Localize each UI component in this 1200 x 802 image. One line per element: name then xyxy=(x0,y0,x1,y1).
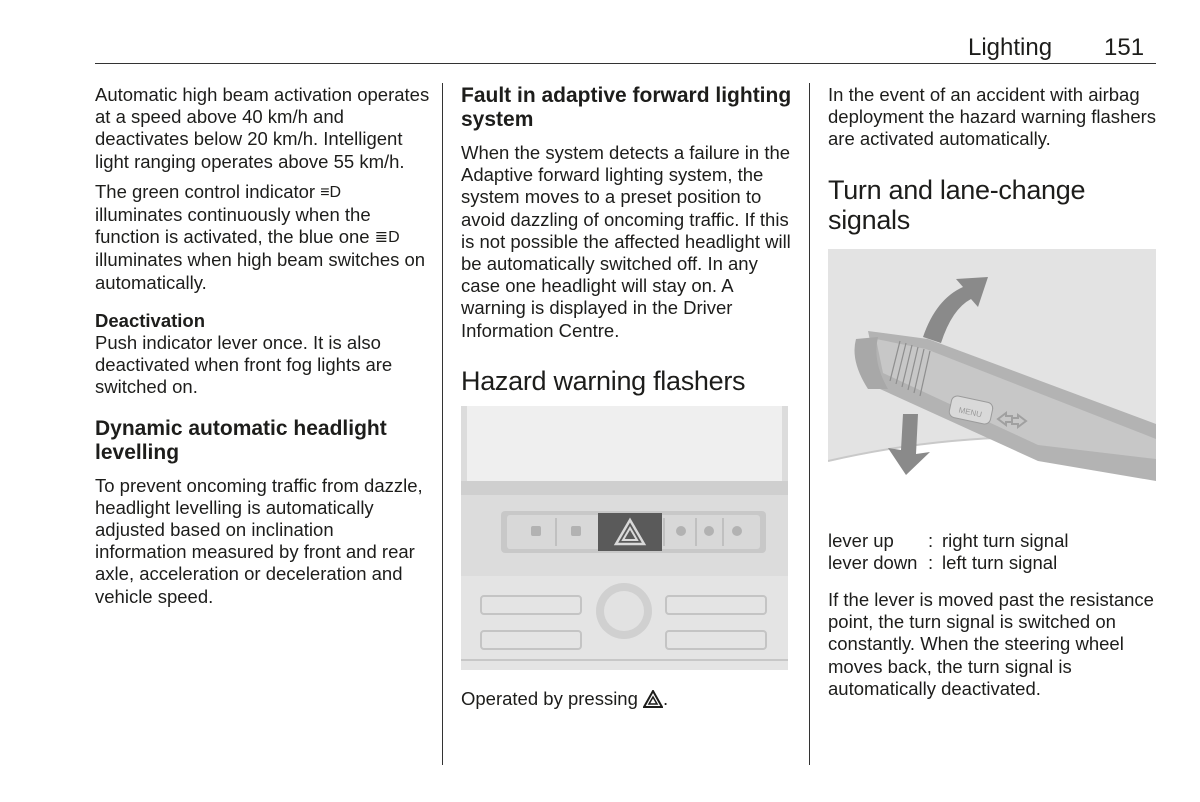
high-beam-indicator-icon: ≣D xyxy=(374,229,400,247)
hazard-warning-triangle-icon xyxy=(643,690,663,708)
operated-text: Operated by pressing xyxy=(461,687,644,709)
lever-up-value: right turn signal xyxy=(942,529,1069,551)
lever-menu-label: MENU xyxy=(957,405,983,419)
resistance-paragraph: If the lever is moved past the resistance point, the turn signal is switched on constantly. When the steering wheel moves back, the turn signal is automatically deactivated. xyxy=(828,589,1154,699)
lever-up-key: lever up xyxy=(828,529,894,551)
indicator-text-b: illuminates continuously when the function is activated, the blue one xyxy=(95,204,375,248)
deactivation-paragraph: Push indicator lever once. It is also deactivated when front fog lights are switched on. xyxy=(95,332,393,398)
turn-signal-lever-illustration xyxy=(828,249,1156,513)
lever-down-row xyxy=(828,552,1158,574)
hazard-panel-illustration xyxy=(461,406,788,670)
column-1 xyxy=(95,84,430,608)
column-divider-1 xyxy=(442,83,443,765)
column-3 xyxy=(828,84,1158,700)
operated-by-paragraph xyxy=(461,688,796,710)
headlight-levelling-heading: Dynamic automatic headlight levelling xyxy=(95,416,387,464)
lever-up-row xyxy=(828,530,1158,552)
hazard-heading: Hazard warning flashers xyxy=(461,365,746,396)
automatic-high-beam-indicator-icon: ≡D xyxy=(320,183,342,201)
operated-text-end: . xyxy=(663,687,669,709)
lever-down-key: lever down xyxy=(828,551,918,573)
header-title: Lighting xyxy=(968,34,1053,61)
fault-paragraph: When the system detects a failure in the Adaptive forward lighting system, the system moves to a preset position to avoid dazzling of oncoming traffic. If this is not possible the affected headlight will be automatically switched off. In any case one headlight will stay on. A warning is displayed in the Driver Information Centre. xyxy=(461,142,791,341)
airbag-paragraph: In the event of an accident with airbag deployment the hazard warning flashers are activated automatically. xyxy=(828,84,1157,150)
lever-up-separator: : xyxy=(928,529,934,551)
header-rule xyxy=(95,63,1156,64)
indicator-text-a: The green control indicator xyxy=(95,180,321,202)
fault-heading: Fault in adaptive forward lighting system xyxy=(461,84,792,131)
control-indicator-paragraph xyxy=(95,181,430,294)
indicator-text-c: illuminates when high beam switches on automatically. xyxy=(95,249,426,293)
column-2 xyxy=(461,84,796,710)
lever-down-separator: : xyxy=(928,551,934,573)
page-number: 151 xyxy=(1104,34,1145,61)
deactivation-heading: Deactivation xyxy=(95,309,206,331)
column-divider-2 xyxy=(809,83,810,765)
headlight-levelling-paragraph: To prevent oncoming traffic from dazzle, headlight levelling is automatically adjusted based on inclination information measured by front and rear axle, acceleration or deceleration and vehicle speed. xyxy=(95,474,423,607)
turn-signals-heading: Turn and lane-change signals xyxy=(828,174,1086,235)
lever-legend xyxy=(828,530,1158,574)
high-beam-activation-paragraph: Automatic high beam activation operates at a speed above 40 km/h and deactivates below 20 km/h. Intelligent light ranging operates above 55 km/h. xyxy=(95,84,430,172)
lever-down-value: left turn signal xyxy=(942,551,1058,573)
